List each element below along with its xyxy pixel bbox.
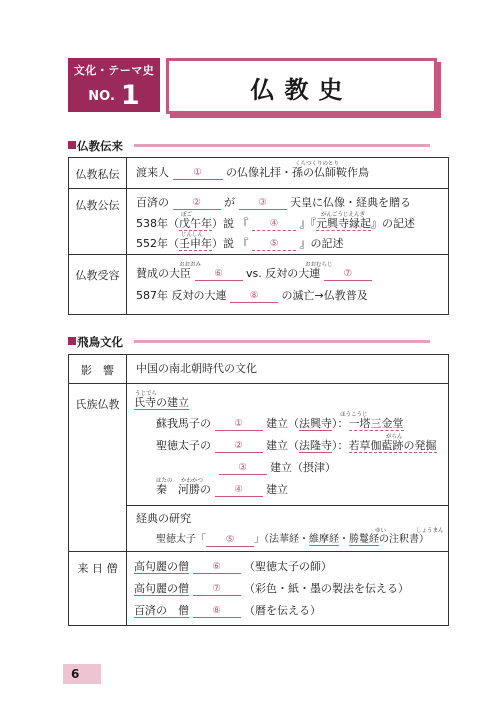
text: 法興寺 bbox=[299, 417, 332, 430]
text: 』の記述 bbox=[299, 237, 344, 250]
text: 一塔三金堂 bbox=[348, 417, 404, 430]
text: 建立（摂津） bbox=[270, 461, 336, 474]
ruby-text: うじでら bbox=[135, 391, 158, 397]
text: 』『 bbox=[299, 217, 316, 230]
row-text bbox=[134, 560, 332, 574]
section-marker bbox=[68, 337, 76, 345]
blank-8: ⑧ bbox=[193, 604, 241, 618]
blank-8: ⑧ bbox=[230, 289, 278, 303]
blank-7: ⑦ bbox=[193, 582, 241, 596]
blank-2: ② bbox=[215, 439, 263, 453]
table-bukkyo-denrai bbox=[68, 157, 449, 315]
text: 維摩経 bbox=[309, 534, 339, 545]
row-label: 仏教受容 bbox=[75, 269, 120, 282]
row-text bbox=[134, 604, 321, 618]
text: の仏像礼拝・孫の仏師鞍作鳥 bbox=[226, 166, 369, 179]
blank-4: ④ bbox=[215, 483, 263, 497]
text: 法隆寺 bbox=[299, 439, 332, 452]
text: 天皇に仏像・経典を贈る bbox=[290, 196, 411, 209]
row-text bbox=[156, 417, 404, 431]
no-label: NO. bbox=[88, 89, 115, 104]
text: ）説 『 bbox=[212, 217, 249, 230]
blank-7: ⑦ bbox=[324, 267, 372, 281]
row-label: 仏教公伝 bbox=[75, 199, 120, 212]
section-marker bbox=[68, 141, 76, 149]
section-title: 仏教伝来 bbox=[77, 139, 123, 153]
title-box bbox=[166, 58, 437, 114]
blank-6: ⑥ bbox=[193, 560, 241, 574]
text: 賛成の大臣 bbox=[136, 267, 191, 280]
ruby-text: しょうまん bbox=[416, 528, 444, 534]
text: 秦 河勝の bbox=[156, 483, 211, 496]
blank-3: ③ bbox=[219, 461, 267, 475]
ruby-text: じんしん bbox=[181, 232, 204, 238]
table-row bbox=[69, 383, 448, 552]
text: ・ bbox=[339, 534, 349, 545]
text: ）説 『 bbox=[212, 237, 249, 250]
ruby-text: がんごうじえんぎ bbox=[321, 212, 366, 218]
blank-5: ⑤ bbox=[252, 237, 296, 251]
text: 建立 bbox=[266, 483, 288, 496]
row-text bbox=[136, 267, 372, 281]
text: 」（法華経・ bbox=[254, 534, 309, 545]
row-text bbox=[136, 166, 369, 180]
row-text bbox=[156, 483, 288, 497]
no-value: 1 bbox=[120, 80, 140, 111]
text: 若草伽藍跡の発掘 bbox=[348, 439, 437, 452]
ruby-text: おおむらじ bbox=[305, 262, 333, 268]
table-row bbox=[69, 254, 448, 315]
row-label: 仏教私伝 bbox=[75, 168, 120, 181]
text: 建立（ bbox=[266, 417, 299, 430]
row-subheading: 経典の研究 bbox=[136, 512, 191, 525]
ruby-text: おおおみ bbox=[179, 262, 202, 268]
text: 戊午年 bbox=[179, 217, 212, 230]
text: （暦を伝える） bbox=[244, 604, 321, 617]
blank-1: ① bbox=[215, 417, 263, 431]
blank-2: ② bbox=[173, 196, 221, 210]
text: 』の記述 bbox=[371, 217, 415, 230]
page-number: 6 bbox=[71, 667, 80, 681]
section-heading-bukkyo-denrai bbox=[68, 138, 430, 154]
row-text bbox=[156, 439, 437, 453]
text: 587年 反対の大連 bbox=[136, 289, 227, 302]
text: 勝鬘経 bbox=[349, 534, 379, 545]
blank-4: ④ bbox=[252, 217, 296, 231]
text: の注釈書） bbox=[379, 534, 429, 545]
text: の滅亡→仏教普及 bbox=[281, 289, 368, 302]
text: 渡来人 bbox=[136, 166, 169, 179]
blank-1: ① bbox=[173, 166, 223, 180]
text: 538年（ bbox=[136, 217, 179, 230]
category-badge bbox=[68, 58, 160, 112]
text: 高句麗の僧 bbox=[134, 582, 189, 595]
row-text bbox=[136, 196, 411, 210]
row-label: 影 響 bbox=[81, 364, 114, 377]
table-row bbox=[69, 158, 448, 188]
row-label: 氏族仏教 bbox=[75, 398, 120, 411]
page-number-tab bbox=[63, 664, 101, 684]
text: 元興寺縁起 bbox=[316, 217, 371, 230]
text: 聖徳太子「 bbox=[156, 534, 206, 545]
sub-divider bbox=[127, 505, 448, 506]
text: 壬申年 bbox=[179, 237, 212, 250]
number-box bbox=[68, 80, 160, 110]
text: ）： bbox=[332, 417, 349, 430]
text: 百済の bbox=[136, 196, 169, 209]
ruby-text: くらつくりのとり bbox=[295, 161, 339, 167]
text: 建立（ bbox=[266, 439, 299, 452]
row-text bbox=[136, 217, 415, 231]
text: が bbox=[224, 196, 235, 209]
row-text bbox=[136, 289, 368, 303]
row-text bbox=[156, 461, 336, 475]
row-text bbox=[136, 237, 344, 251]
row-text bbox=[134, 582, 409, 596]
table-asuka-bunka bbox=[68, 354, 449, 626]
text: （彩色・紙・墨の製法を伝える） bbox=[244, 582, 409, 595]
row-text bbox=[156, 533, 429, 547]
ruby-text: がらん bbox=[386, 434, 403, 440]
section-title: 飛鳥文化 bbox=[77, 335, 123, 349]
ruby-text: はたの bbox=[156, 478, 173, 484]
row-text: 中国の南北朝時代の文化 bbox=[136, 362, 257, 375]
category-label: 文化・テーマ史 bbox=[73, 64, 155, 77]
blank-6: ⑥ bbox=[195, 267, 243, 281]
text: 氏寺の建立 bbox=[134, 396, 189, 409]
text: 百済の 僧 bbox=[134, 604, 189, 617]
page-title: 仏教史 bbox=[250, 75, 353, 104]
row-label: 来 日 僧 bbox=[77, 562, 118, 575]
text: 552年（ bbox=[136, 237, 179, 250]
table-row bbox=[69, 551, 448, 626]
text: （聖徳太子の師） bbox=[244, 560, 332, 573]
text: 聖徳太子の bbox=[156, 439, 211, 452]
text: ）： bbox=[332, 439, 349, 452]
ruby-text: かわかつ bbox=[181, 478, 204, 484]
text: vs. 反対の大連 bbox=[246, 267, 321, 280]
ruby-text: ほうこうじ bbox=[340, 412, 368, 418]
section-rule bbox=[134, 340, 430, 343]
text: 高句麗の僧 bbox=[134, 560, 189, 573]
section-heading-asuka-bunka bbox=[68, 334, 430, 350]
ruby-text: ぼご bbox=[181, 212, 193, 218]
section-rule bbox=[134, 144, 430, 147]
ruby-text: ゆい bbox=[375, 528, 387, 534]
table-row bbox=[69, 188, 448, 255]
blank-5: ⑤ bbox=[206, 533, 254, 547]
table-row bbox=[69, 355, 448, 383]
text: 蘇我馬子の bbox=[156, 417, 211, 430]
blank-3: ③ bbox=[239, 196, 287, 210]
row-heading bbox=[134, 396, 189, 410]
